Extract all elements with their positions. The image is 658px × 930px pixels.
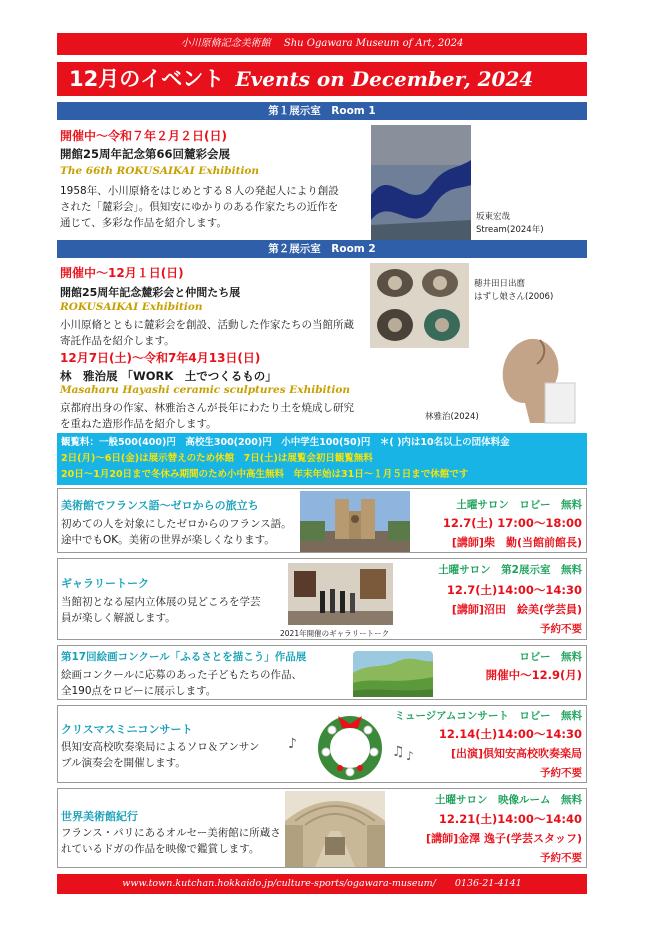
event-title: 世界美術館紀行 [61, 810, 138, 823]
event-venue: 土曜サロン 映像ルーム 無料 [435, 794, 582, 806]
event-title: 美術館でフランス語～ゼロからの旅立ち [61, 499, 259, 512]
room2-period2: 12月7日(土)～令和7年4月13日(日) [60, 351, 261, 365]
admission-fees: 観覧料：一般500(400)円 高校生300(200)円 小中学生100(50)円 ＊( )内は10名以上の団体料金 [61, 437, 510, 448]
landscape-image [353, 651, 433, 697]
org-line: 小川原脩記念美術館 Shu Ogawara Museum of Art, 2024 [180, 38, 464, 49]
event-title: ギャラリートーク [61, 577, 149, 590]
closure-notice: 2日(月)～6日(金)は展示替えのため休館 7日(土)は展覧会初日観覧無料 [61, 453, 373, 464]
event-time: 12.21(土)14:00～14:40 [438, 812, 582, 826]
room2-subtitle2: Masaharu Hayashi ceramic sculptures Exhibition [60, 384, 351, 396]
room2-desc1: 小川原脩とともに麓彩会を創設、活動した作家たちの当館所蔵 寄託作品を紹介します。 [60, 319, 354, 347]
room2-subtitle1: ROKUSAIKAI Exhibition [60, 301, 203, 313]
room1-artwork-image [371, 125, 471, 240]
header-title-band [57, 62, 587, 96]
website-url[interactable]: www.town.kutchan.hokkaido.jp/culture-sports/ogawara-museum/ [122, 878, 436, 889]
event-time: 12.14(土)14:00～14:30 [438, 727, 582, 741]
event-card-christmas-concert [57, 705, 587, 783]
room2-period1: 開催中～12月１日(日) [60, 266, 184, 280]
gallery-talk-caption: 2021年開催のギャラリートーク [280, 629, 390, 638]
room1-title: 開館25周年記念第66回麓彩会展 [60, 147, 231, 161]
room2-desc2: 京都府出身の作家、林雅治さんが長年にわたり土を焼成し研究 を重ねた造形作品を紹介します。 [60, 402, 354, 430]
room2-caption1: 穂井田日出麿 はずし娘さん(2006) [474, 279, 554, 302]
event-title: クリスマスミニコンサート [61, 723, 193, 736]
event-time: 12.7(土)14:00～14:30 [446, 583, 582, 597]
svg-text:♪: ♪ [288, 736, 297, 752]
event-card-world-museum [57, 788, 587, 868]
svg-text:♫: ♫ [392, 744, 405, 760]
room1-caption: 坂東宏哉 Stream(2024年) [476, 212, 544, 235]
page-title-en: Events on December, 2024 [235, 67, 534, 91]
event-speaker: [講師]柴 勤(当館前館長) [451, 536, 582, 549]
svg-text:♪: ♪ [406, 749, 414, 763]
event-venue: 土曜サロン 第2展示室 無料 [438, 564, 582, 576]
event-venue: 土曜サロン ロビー 無料 [456, 499, 582, 511]
event-speaker: [講師]沼田 絵美(学芸員) [451, 603, 582, 616]
event-note: 予約不要 [540, 852, 582, 864]
event-speaker: [出演]倶知安高校吹奏楽局 [450, 747, 582, 760]
room2-title2: 林 雅治展 「WORK 土でつくるもの」 [60, 369, 277, 383]
header-org-band [57, 33, 587, 55]
event-desc: 絵画コンクールに応募のあった子どもたちの作品、 全190点をロビーに展示します。 [61, 669, 302, 697]
gallery-talk-image [288, 563, 393, 625]
event-title: 第17回絵画コンクール「ふるさとを描こう」作品展 [61, 651, 307, 663]
room2-sculpture-image [485, 328, 585, 428]
event-venue: ロビー 無料 [519, 651, 582, 663]
free-admission-notice: 20日～1月20日まで冬休み期間のため小中高生無料 年末年始は31日～１月５日まで休館です [61, 469, 469, 480]
notre-dame-image [300, 491, 410, 552]
orsay-museum-image [285, 791, 385, 867]
room1-period: 開催中～令和７年２月２日(日) [60, 129, 227, 143]
room2-band: 第２展示室 Room 2 [57, 240, 587, 258]
event-card-gallery-talk [57, 558, 587, 640]
admission-notice [57, 433, 587, 485]
event-desc: 倶知安高校吹奏楽局によるソロ＆アンサン ブル演奏会を開催します。 [61, 741, 260, 769]
room1-desc: 1958年、小川原脩をはじめとする８人の発起人により創設 された「麓彩会」。倶知安にゆかりのある作家たちの近作を 通じて、多彩な作品を紹介します。 [60, 185, 339, 229]
event-speaker: [講師]金澤 逸子(学芸スタッフ) [426, 832, 582, 845]
event-desc: 初めての人を対象にしたゼロからのフランス語。 途中でもOK。美術の世界が楽しくなります。 [61, 518, 292, 546]
event-card-french [57, 488, 587, 553]
room2-artwork-image-1 [370, 263, 469, 348]
phone-number: 0136-21-4141 [454, 878, 522, 889]
event-note: 予約不要 [540, 767, 582, 779]
event-note: 予約不要 [540, 623, 582, 635]
event-time: 12.7(土) 17:00～18:00 [442, 516, 582, 530]
event-desc: 当館初となる屋内立体展の見どころを学芸 員が楽しく解説します。 [61, 596, 261, 624]
event-card-painting-contest [57, 645, 587, 700]
room1-band: 第１展示室 Room 1 [57, 102, 587, 120]
room1-subtitle: The 66th ROKUSAIKAI Exhibition [60, 165, 260, 177]
page-title-jp: 12月のイベント [69, 67, 225, 91]
room2-title1: 開館25周年記念麓彩会と仲間たち展 [60, 286, 241, 299]
footer-band [57, 874, 587, 894]
event-time: 開催中～12.9(月) [485, 668, 582, 682]
room2-caption2: 林雅治(2024) [425, 412, 479, 422]
event-venue: ミュージアムコンサート ロビー 無料 [394, 710, 582, 722]
event-desc: フランス・パリにあるオルセー美術館に所蔵さ れているドガの作品を映像で鑑賞します。 [61, 827, 281, 855]
